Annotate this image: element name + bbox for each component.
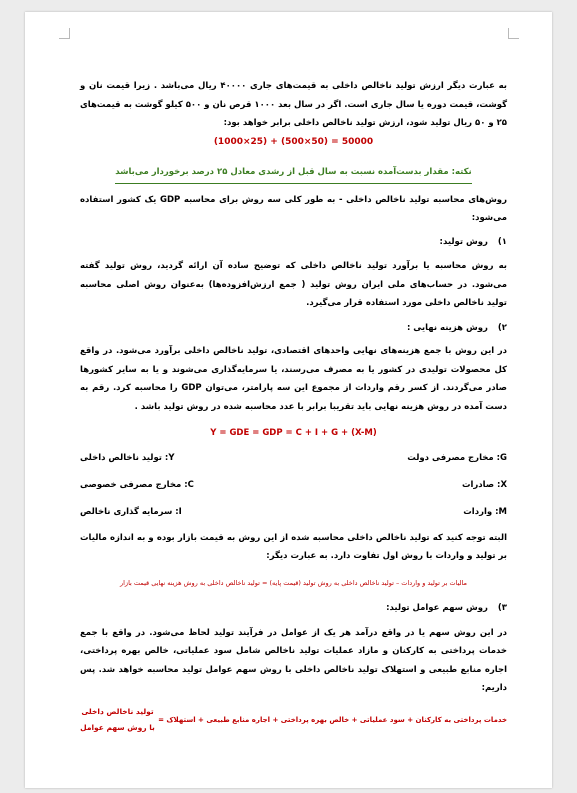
note-line (80, 163, 507, 184)
definition-row (80, 499, 507, 526)
heading-production-method (80, 233, 507, 252)
paragraph-nominal-gdp: به عبارت دیگر ارزش تولید ناخالص داخلی به قیمت‌های جاری ۴۰۰۰۰ ریال می‌باشد . زیرا قیمت نان و گوشت، قیمت دوره یا سال جاری است. اگر در سال بعد ۱۰۰۰ قرص نان و ۵۰۰ کیلو گوشت به قیمت‌های ۲۵ و ۵۰ ریال تولید شود، ارزش تولید ناخالص داخلی برابر خواهد بود: (80, 81, 508, 128)
definition-row (80, 472, 507, 499)
formula-tax-adjustment: مالیات بر تولید و واردات – تولید ناخالص داخلی به روش تولید (قیمت پایه) = تولید ناخالص داخلی به روش هزینه نهایی قیمت بازار (119, 578, 468, 587)
definition-g: G: مخارج مصرفی دولت (407, 452, 507, 463)
paragraph-methods-intro: روش‌های محاسبه تولید ناخالص داخلی - به طور کلی سه روش برای محاسبه GDP یک کشور استفاده می‌شود: (80, 194, 507, 223)
paragraph-market-price-note: البته توجه کنید که تولید ناخالص داخلی محاسبه شده از این روش به قیمت بازار بوده و به اندازه مالیات بر تولید و واردات با روش اول تفاوت دارد. به عبارت دیگر: (80, 532, 507, 561)
formula-income-components: خدمات پرداختی به کارکنان + سود عملیاتی + خالص بهره پرداختی + اجاره منابع طبیعی + استهلاک = (158, 715, 507, 724)
heading-text: روش سهم عوامل تولید: (386, 603, 488, 613)
heading-number: ۲) (497, 322, 507, 333)
paragraph-income-method: در این روش سهم یا در واقع درآمد هر یک از عوامل در فرآیند تولید لحاظ می‌شود. در واقع با جمع خدمات پرداختی به کارکنان و مازاد عملیات تولید ناخالص شامل سود عملیاتی، خالص بهره پرداختی، اجاره منابع طبیعی و استهلاک تولید ناخالص داخلی با روش سهم عوامل تولید محاسبه خواهد شد. پس داریم: (80, 627, 507, 693)
definition-c: C: مخارج مصرفی خصوصی (80, 479, 194, 490)
heading-text: روش هزینه نهایی : (406, 322, 488, 333)
crop-mark-top-left (59, 28, 70, 39)
crop-mark-top-right (508, 28, 519, 39)
definition-y: Y: تولید ناخالص داخلی (80, 452, 175, 463)
heading-number: ۳) (497, 603, 507, 613)
paragraph-expenditure-method: در این روش با جمع هزینه‌های نهایی واحدهای اقتصادی، تولید ناخالص داخلی برآورد می‌شود. در واقع کل محصولات تولیدی در کشور یا به مصرف می‌رسند، یا سرمایه‌گذاری می‌شوند و یا به سایر کشورها صادر می‌گردند. از کسر رقم واردات از مجموع این سه پارامتر، می‌توان GDP را محاسبه کرد. رقم به دست آمده در روش هزینه نهایی باید تقریبا برابر با عدد محاسبه شده در روش تولید باشد . (80, 346, 507, 412)
heading-income-method (80, 599, 507, 618)
paragraph-production-method: به روش محاسبه یا برآورد تولید ناخالص داخلی که توضیح ساده آن ارائه گردید، روش تولید گفته می‌شود. در حساب‌های ملی ایران روش تولید ( جمع ارزش‌افزوده‌ها) به‌عنوان روش اصلی محاسبه تولید ناخالص داخلی مورد استفاده قرار می‌گیرد. (80, 261, 507, 308)
formula-gdp-calculation: (1000×25) + (500×50) = 50000 (213, 136, 374, 147)
formula-income-result (80, 704, 155, 736)
formula-gdp-identity: Y = GDE = GDP = C + I + G + (X-M) (210, 428, 377, 438)
formula-result-line-2: با روش سهم عوامل (80, 722, 155, 732)
definition-m: M: واردات (463, 506, 507, 517)
note-text: نکته: مقدار بدست‌آمده نسبت به سال قبل از رشدی معادل ۲۵ درصد برخوردار می‌باشد (115, 163, 472, 184)
definitions-list (80, 445, 507, 526)
formula-income-method (80, 704, 507, 736)
heading-text: روش تولید: (439, 236, 488, 247)
heading-expenditure-method (80, 319, 507, 338)
definition-i: I: سرمایه گذاری ناخالص (80, 506, 182, 517)
page-content (80, 77, 507, 736)
heading-number: ۱) (497, 236, 507, 247)
definition-x: X: صادرات (461, 479, 507, 490)
definition-row (80, 445, 507, 472)
formula-result-line-1: تولید ناخالص داخلی (81, 706, 154, 716)
